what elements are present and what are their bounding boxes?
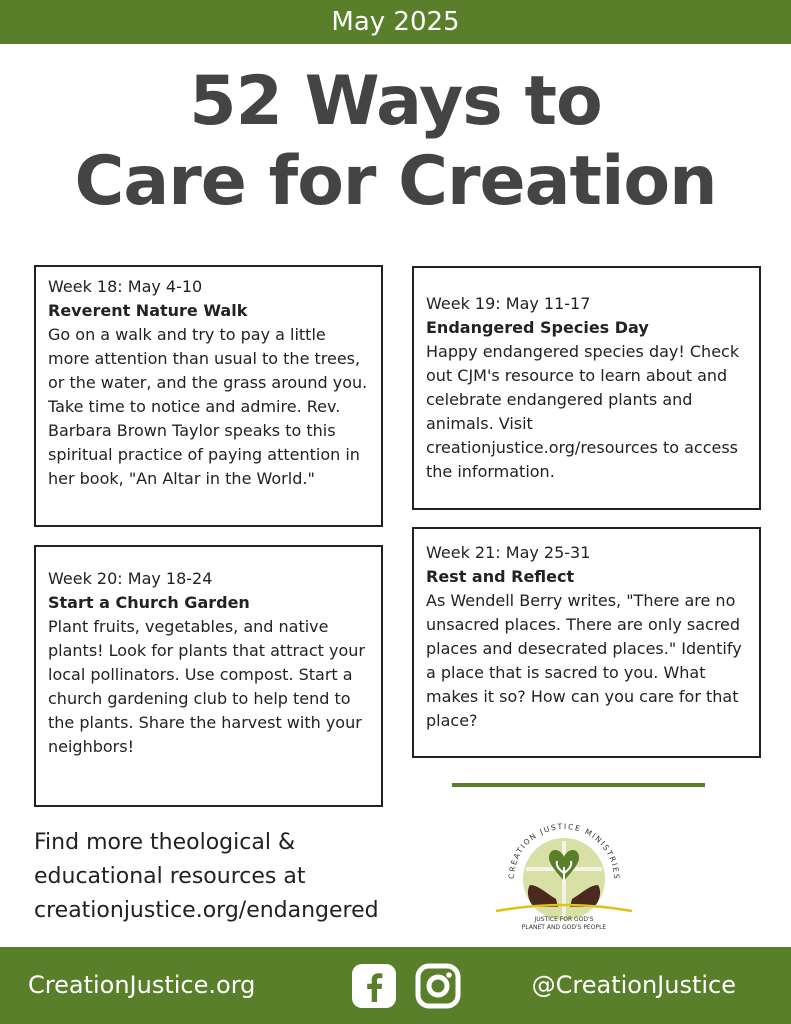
creation-justice-logo xyxy=(494,815,634,933)
logo-tagline-1: JUSTICE FOR GOD'S xyxy=(534,916,594,923)
page-title-line-1: 52 Ways to xyxy=(189,62,602,141)
card-week-label: Week 20: May 18-24 xyxy=(48,569,213,588)
more-resources-text xyxy=(34,826,454,928)
more-resources-line-1: Find more theological & xyxy=(34,830,296,855)
social-handle[interactable]: @CreationJustice xyxy=(531,971,736,999)
more-resources-line-2: educational resources at xyxy=(34,864,306,889)
logo-tagline-2: PLANET AND GOD'S PEOPLE xyxy=(521,924,607,931)
card-body: As Wendell Berry writes, "There are no unsacred places. There are only sacred places and desecrated places." Identify a place that is sacred to you. What makes it so? How can you care for that place? xyxy=(426,591,742,730)
resources-link[interactable]: creationjustice.org/endangered xyxy=(34,898,379,923)
week-18-card xyxy=(34,265,383,527)
page-title-line-2: Care for Creation xyxy=(74,142,717,221)
page-title xyxy=(0,62,791,222)
card-body: Happy endangered species day! Check out CJM's resource to learn about and celebrate endangered plants and animals. Visit creationjustice.org/resources to access the information. xyxy=(426,342,740,481)
website-link[interactable]: CreationJustice.org xyxy=(28,971,256,999)
card-body: Plant fruits, vegetables, and native plants! Look for plants that attract your local pollinators. Use compost. Start a church gardening club to help tend to the plants. Share the harvest with your neighbors! xyxy=(48,617,365,756)
green-divider xyxy=(452,783,705,787)
card-body: Go on a walk and try to pay a little more attention than usual to the trees, or the water, and the grass around you. Take time to notice and admire. Rev. Barbara Brown Taylor speaks to this spiritual practice of paying attention in her book, "An Altar in the World." xyxy=(48,325,368,488)
card-title: Reverent Nature Walk xyxy=(48,301,248,320)
week-20-card xyxy=(34,545,383,807)
week-21-card xyxy=(412,527,761,758)
instagram-icon[interactable] xyxy=(414,962,462,1010)
card-week-label: Week 18: May 4-10 xyxy=(48,277,203,296)
card-title: Endangered Species Day xyxy=(426,318,649,337)
logo-arc-text: CREATION JUSTICE MINISTRIES xyxy=(506,821,622,881)
month-banner xyxy=(0,0,791,44)
card-title: Start a Church Garden xyxy=(48,593,250,612)
month-label: May 2025 xyxy=(331,7,460,37)
footer-banner xyxy=(0,947,791,1024)
week-19-card xyxy=(412,266,761,510)
card-week-label: Week 19: May 11-17 xyxy=(426,294,591,313)
card-title: Rest and Reflect xyxy=(426,567,575,586)
card-week-label: Week 21: May 25-31 xyxy=(426,543,591,562)
facebook-icon[interactable] xyxy=(350,962,398,1010)
